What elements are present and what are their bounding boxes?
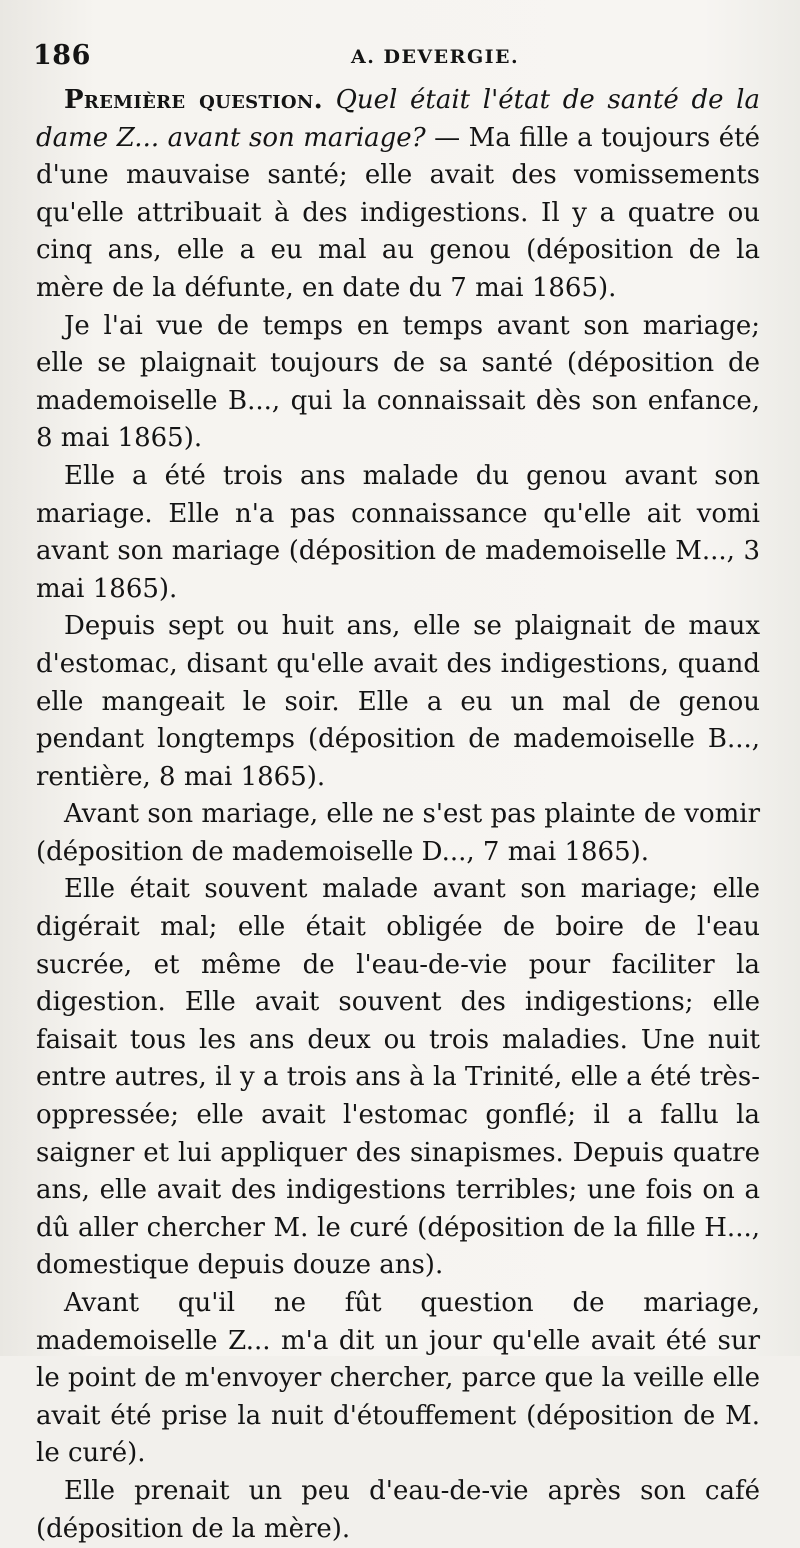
body-text xyxy=(36,82,760,1548)
question-heading: Première question. xyxy=(64,85,323,115)
paragraph-6: Elle était souvent malade avant son mariage; elle digérait mal; elle était obligée de boire de l'eau sucrée, et même de l'eau-de-vie pour faciliter la digestion. Elle avait souvent des indigestions; elle faisait tous les ans deux ou trois maladies. Une nuit entre autres, il y a trois ans à la Trinité, elle a été très-oppressée; elle avait l'estomac gonflé; il a fallu la saigner et lui appliquer des sinapismes. Depuis quatre ans, elle avait des indigestions terribles; une fois on a dû aller chercher M. le curé (déposition de la fille H..., domestique depuis douze ans). xyxy=(36,874,760,1281)
page-number: 186 xyxy=(33,40,91,71)
running-head: A. DEVERGIE. xyxy=(351,46,520,68)
paragraph-5: Avant son mariage, elle ne s'est pas plainte de vomir (déposition de mademoiselle D..., 7 mai 1865). xyxy=(36,799,760,867)
paragraph-1-text: — Ma fille a toujours été d'une mauvaise santé; elle avait des vomissements qu'elle attribuait à des indigestions. Il y a quatre ou cinq ans, elle a eu mal au genou (déposition de la mère de la défunte, en date du 7 mai 1865). xyxy=(36,122,760,303)
paragraph-2: Je l'ai vue de temps en temps avant son mariage; elle se plaignait toujours de sa santé (déposition de mademoiselle B..., qui la connaissait dès son enfance, 8 mai 1865). xyxy=(36,310,760,454)
page-header xyxy=(33,38,770,78)
question-text: Quel était l'état de santé de la dame Z... avant son mariage? xyxy=(36,85,760,153)
paragraph-4: Depuis sept ou huit ans, elle se plaignait de maux d'estomac, disant qu'elle avait des indigestions, quand elle mangeait le soir. Elle a eu un mal de genou pendant longtemps (déposition de mademoiselle B..., rentière, 8 mai 1865). xyxy=(36,611,760,792)
paragraph-3: Elle a été trois ans malade du genou avant son mariage. Elle n'a pas connaissance qu'elle ait vomi avant son mariage (déposition de mademoiselle M..., 3 mai 1865). xyxy=(36,460,760,604)
paragraph-8: Elle prenait un peu d'eau-de-vie après son café (déposition de la mère). xyxy=(36,1475,760,1544)
paragraph-1 xyxy=(36,82,760,308)
paragraph-7: Avant qu'il ne fût question de mariage, mademoiselle Z... m'a dit un jour qu'elle avait été sur le point de m'envoyer chercher, parce que la veille elle avait été prise la nuit d'étouffement (déposition de M. le curé). xyxy=(36,1288,760,1469)
